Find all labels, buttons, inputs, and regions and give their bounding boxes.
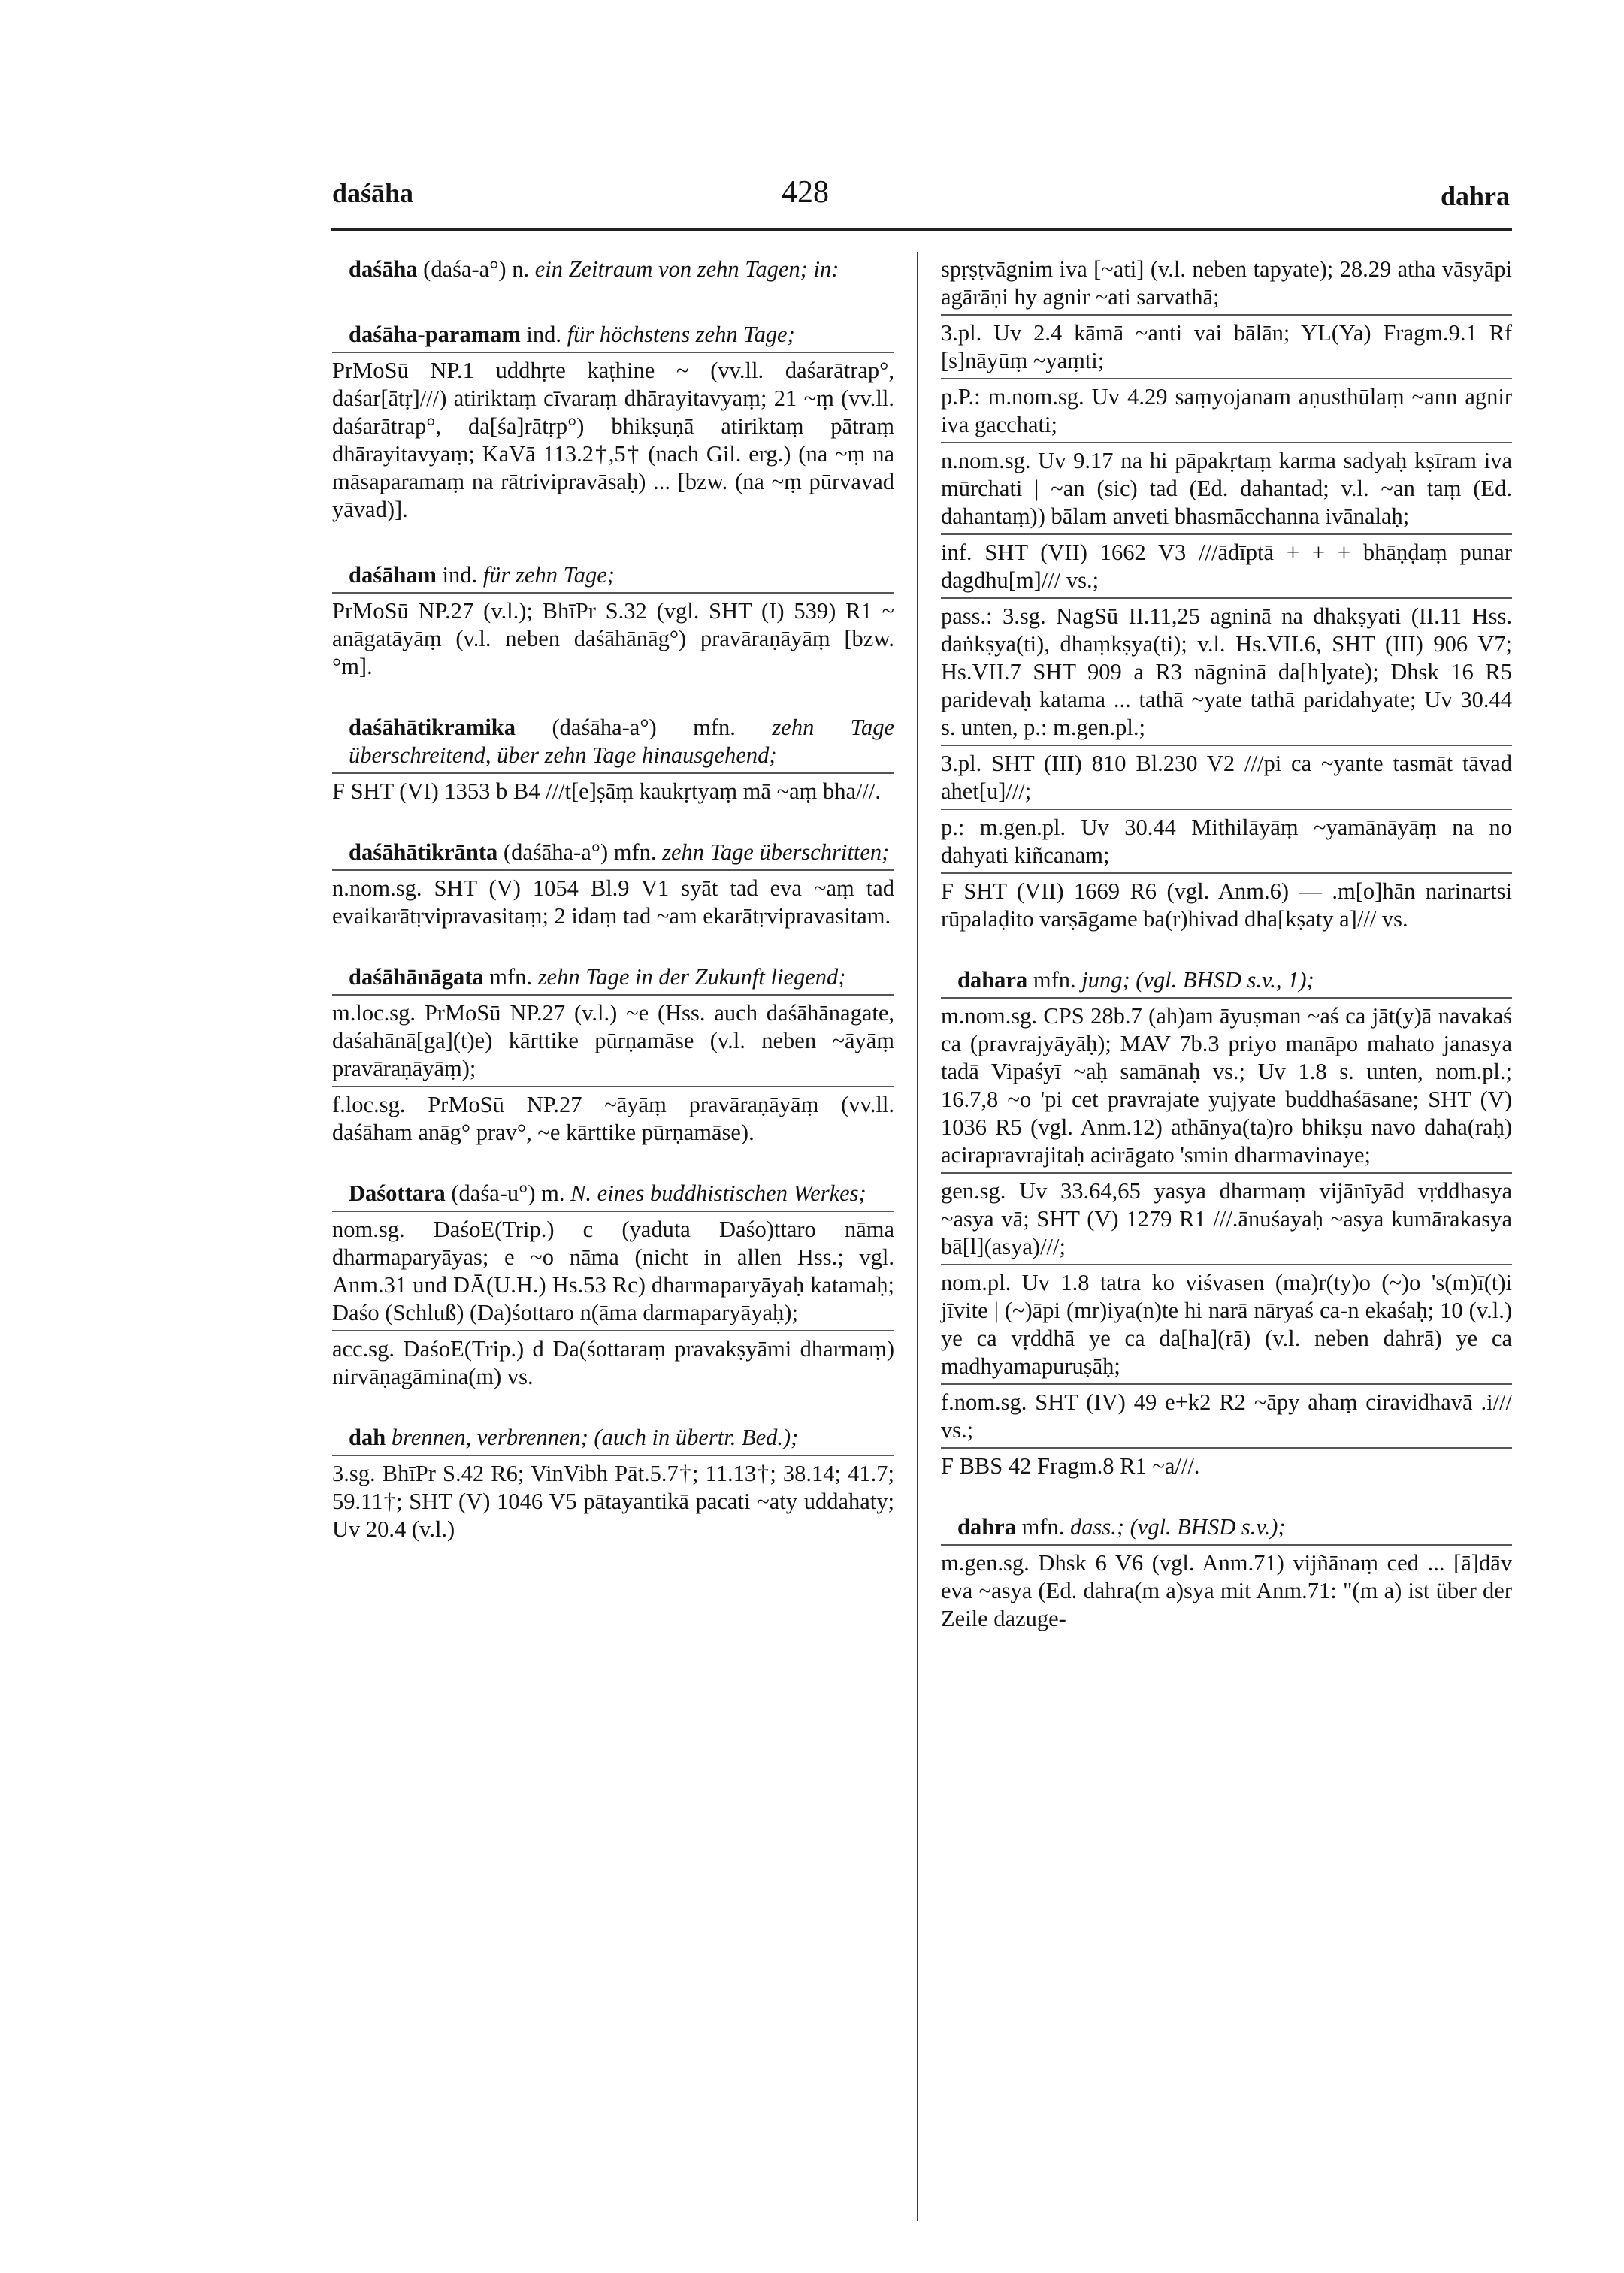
citation: F SHT (VII) 1669 R6 (vgl. Anm.6) — .m[o]hān narinartsi rūpalaḍito varṣāgame ba(r)hivad dha[kṣaty a]/// vs. xyxy=(941,872,1512,933)
right-column xyxy=(941,255,1512,1633)
headword: dahara xyxy=(957,967,1028,993)
header-rule xyxy=(331,228,1512,231)
citation: F SHT (VI) 1353 b B4 ///t[e]ṣāṃ kaukṛtyaṃ mā ~aṃ bha///. xyxy=(332,772,894,806)
header-right-guideword: dahra xyxy=(1440,181,1510,211)
citation: nom.sg. DaśoE(Trip.) c (yaduta Daśo)ttaro nāma dharmaparyāyas; e ~o nāma (nicht in allen Hss.; vgl. Anm.31 und DĀ(U.H.) Hs.53 Rc) dharmaparyāyaḥ katamaḥ; Daśo (Schluß) (Da)śottaro n(āma darmaparyāyaḥ); xyxy=(332,1211,894,1327)
grammar: (daśāha-a°) mfn. xyxy=(497,839,663,865)
entry-dasahatikranta xyxy=(332,839,894,930)
entry-dah-continued xyxy=(941,255,1512,933)
entry-head xyxy=(349,1424,894,1452)
grammar: (daśa-a°) n. xyxy=(417,256,535,282)
grammar: mfn. xyxy=(1027,967,1082,993)
gloss: zehn Tage überschreitend, über zehn Tage hinausgehend; xyxy=(349,715,894,768)
page-number: 428 xyxy=(782,175,829,210)
gloss: für zehn Tage; xyxy=(482,562,615,588)
gloss: dass.; (vgl. BHSD s.v.); xyxy=(1069,1514,1286,1540)
column-divider xyxy=(917,252,918,2221)
grammar: (daśāha-a°) mfn. xyxy=(516,715,773,740)
grammar: (daśa-u°) m. xyxy=(445,1180,571,1206)
citation: F BBS 42 Fragm.8 R1 ~a///. xyxy=(941,1447,1512,1480)
entry-head xyxy=(349,1180,894,1208)
entry-dasaha xyxy=(332,255,894,283)
citation: m.gen.sg. Dhsk 6 V6 (vgl. Anm.71) vijñānaṃ ced ... [ā]dāv eva ~asya (Ed. dahra(m a)sya mit Anm.71: "(m a) ist über der Zeile dazuge- xyxy=(941,1544,1512,1633)
citation: m.loc.sg. PrMoSū NP.27 (v.l.) ~e (Hss. auch daśāhānagate, daśahānā[ga](t)e) kārttike pūrṇamāse (v.l. neben ~āyāṃ pravāraṇāyāṃ); xyxy=(332,994,894,1083)
citation: 3.pl. SHT (III) 810 Bl.230 V2 ///pi ca ~yante tasmāt tāvad ahet[u]///; xyxy=(941,745,1512,806)
headword: dah xyxy=(349,1425,386,1450)
entry-head xyxy=(349,561,894,589)
citation: PrMoSū NP.27 (v.l.); BhīPr S.32 (vgl. SHT (I) 539) R1 ~ anāgatāyāṃ (v.l. neben daśāhānāg°) pravāraṇāyāṃ [bzw. °m]. xyxy=(332,592,894,681)
citation: p.P.: m.nom.sg. Uv 4.29 saṃyojanam aṇusthūlaṃ ~ann agnir iva gacchati; xyxy=(941,378,1512,439)
headword: dahra xyxy=(957,1514,1016,1540)
citation: PrMoSū NP.1 uddhṛte kaṭhine ~ (vv.ll. daśarātrap°, daśar[ātṛ]///) atiriktaṃ cīvaraṃ dhārayitavyaṃ; 21 ~ṃ (vv.ll. daśarātrap°, da[śa]rātṛp°) bhikṣuṇā atiriktaṃ pātraṃ dhārayitavyaṃ; KaVā 113.2†,5† (nach Gil. erg.) (na ~ṃ na māsaparamaṃ na rātrivipravāsaḥ) ... [bzw. (na ~ṃ pūrvavad yāvad)]. xyxy=(332,352,894,524)
citation: acc.sg. DaśoE(Trip.) d Da(śottaraṃ pravakṣyāmi dharmaṃ) nirvāṇagāmina(m) vs. xyxy=(332,1330,894,1391)
headword: daśāhānāgata xyxy=(349,964,484,990)
gloss: ein Zeitraum von zehn Tagen; in: xyxy=(534,256,839,282)
citation: inf. SHT (VII) 1662 V3 ///ādīptā + + + bhāṇḍaṃ punar dagdhu[m]/// vs.; xyxy=(941,533,1512,594)
entry-dasahatikramika xyxy=(332,714,894,806)
entry-head xyxy=(349,963,894,991)
entry-head xyxy=(349,839,894,866)
gloss: für höchstens zehn Tage; xyxy=(567,322,795,347)
citation: n.nom.sg. SHT (V) 1054 Bl.9 V1 syāt tad eva ~aṃ tad evaikarātṛvipravasitaṃ; 2 idaṃ tad ~am ekarātṛvipravasitam. xyxy=(332,869,894,930)
citation: f.loc.sg. PrMoSū NP.27 ~āyāṃ pravāraṇāyāṃ (vv.ll. daśāham anāg° prav°, ~e kārttike pūrṇamāse). xyxy=(332,1086,894,1147)
left-column xyxy=(332,255,894,1543)
citation: 3.pl. Uv 2.4 kāmā ~anti vai bālān; YL(Ya) Fragm.9.1 Rf [s]nāyūṃ ~yaṃti; xyxy=(941,314,1512,375)
citation: gen.sg. Uv 33.64,65 yasya dharmaṃ vijānīyād vṛddhasya ~asya vā; SHT (V) 1279 R1 ///.ānuśayaḥ ~asya kumārakasya bā[l](asya)///; xyxy=(941,1172,1512,1261)
citation: m.nom.sg. CPS 28b.7 (ah)am āyuṣman ~aś ca jāt(y)ā navakaś ca (pravrajyāyāḥ); MAV 7b.3 priyo manāpo mahato janasya tadā Vipaśyī ~aḥ samānaḥ vs.; Uv 1.8 s. unten, nom.pl.; 16.7,8 ~o 'pi cet pravrajate yujyate buddhaśāsane; SHT (V) 1036 R5 (vgl. Anm.12) athānya(ta)ro bhikṣu navo daha(raḥ) acirapravrajitaḥ acirāgato 'smin dharmavinaye; xyxy=(941,997,1512,1169)
citation: nom.pl. Uv 1.8 tatra ko viśvasen (ma)r(ty)o (~)o 's(m)ī(t)i jīvite | (~)āpi (mr)iya(n)te hi narā nāryaś ca-n ekaśaḥ; 10 (v.l.) ye ca vṛddhā ye ca da[ha](rā) (v.l. neben dahrā) ye ca madhyamapuruṣāḥ; xyxy=(941,1264,1512,1380)
grammar: mfn. xyxy=(1015,1514,1070,1540)
entry-dahra xyxy=(941,1513,1512,1633)
headword: daśāha-paramam xyxy=(349,322,521,347)
entry-dasottara xyxy=(332,1180,894,1391)
entry-dasahanagata xyxy=(332,963,894,1147)
citation: n.nom.sg. Uv 9.17 na hi pāpakṛtaṃ karma sadyaḥ kṣīram iva mūrchati | ~an (sic) tad (Ed. dahantad; v.l. ~an taṃ (Ed. dahantaṃ)) bālam anveti bhasmācchanna ivānalaḥ; xyxy=(941,442,1512,530)
entry-dah xyxy=(332,1424,894,1543)
header-left-guideword: daśāha xyxy=(332,178,414,208)
headword: daśāhātikramika xyxy=(349,715,516,740)
citation: p.: m.gen.pl. Uv 30.44 Mithilāyāṃ ~yamānāyāṃ na no dahyati kiñcanam; xyxy=(941,809,1512,869)
entry-dasaha-paramam xyxy=(332,321,894,524)
grammar: ind. xyxy=(436,562,483,588)
grammar: mfn. xyxy=(483,964,538,990)
gloss: zehn Tage in der Zukunft liegend; xyxy=(537,964,846,990)
entry-head xyxy=(349,714,894,769)
citation: pass.: 3.sg. NagSū II.11,25 agninā na dhakṣyati (II.11 Hss. daṅkṣya(ti), dhaṃkṣya(ti); v.l. Hs.VII.6, SHT (III) 906 V7; Hs.VII.7 SHT 909 a R3 nāgninā da[h]yate); Dhsk 16 R5 paridevaḥ katama ... tathā ~yate tathā paridahyate; Uv 30.44 s. unten, p.: m.gen.pl.; xyxy=(941,597,1512,742)
entry-head xyxy=(349,321,894,349)
headword: daśāha xyxy=(349,256,418,282)
gloss: zehn Tage überschritten; xyxy=(662,839,890,865)
grammar: ind. xyxy=(520,322,567,347)
headword: daśāhātikrānta xyxy=(349,839,498,865)
gloss: jung; (vgl. BHSD s.v., 1); xyxy=(1081,967,1314,993)
headword: daśāham xyxy=(349,562,437,588)
entry-dahara xyxy=(941,966,1512,1480)
entry-head xyxy=(957,1513,1512,1541)
citation: f.nom.sg. SHT (IV) 49 e+k2 R2 ~āpy ahaṃ ciravidhavā .i/// vs.; xyxy=(941,1383,1512,1444)
running-header xyxy=(0,177,1624,222)
entry-head xyxy=(957,966,1512,994)
entry-dasaham xyxy=(332,561,894,681)
citation: spṛṣṭvāgnim iva [~ati] (v.l. neben tapyate); 28.29 atha vāsyāpi agārāṇi hy agnir ~ati sarvathā; xyxy=(941,256,1512,310)
gloss: brennen, verbrennen; (auch in übertr. Bed.); xyxy=(386,1425,799,1450)
entry-head xyxy=(349,255,894,283)
gloss: N. eines buddhistischen Werkes; xyxy=(570,1180,866,1206)
citation: 3.sg. BhīPr S.42 R6; VinVibh Pāt.5.7†; 11.13†; 38.14; 41.7; 59.11†; SHT (V) 1046 V5 pātayantikā pacati ~aty uddahaty; Uv 20.4 (v.l.) xyxy=(332,1455,894,1543)
headword: Daśottara xyxy=(349,1180,446,1206)
